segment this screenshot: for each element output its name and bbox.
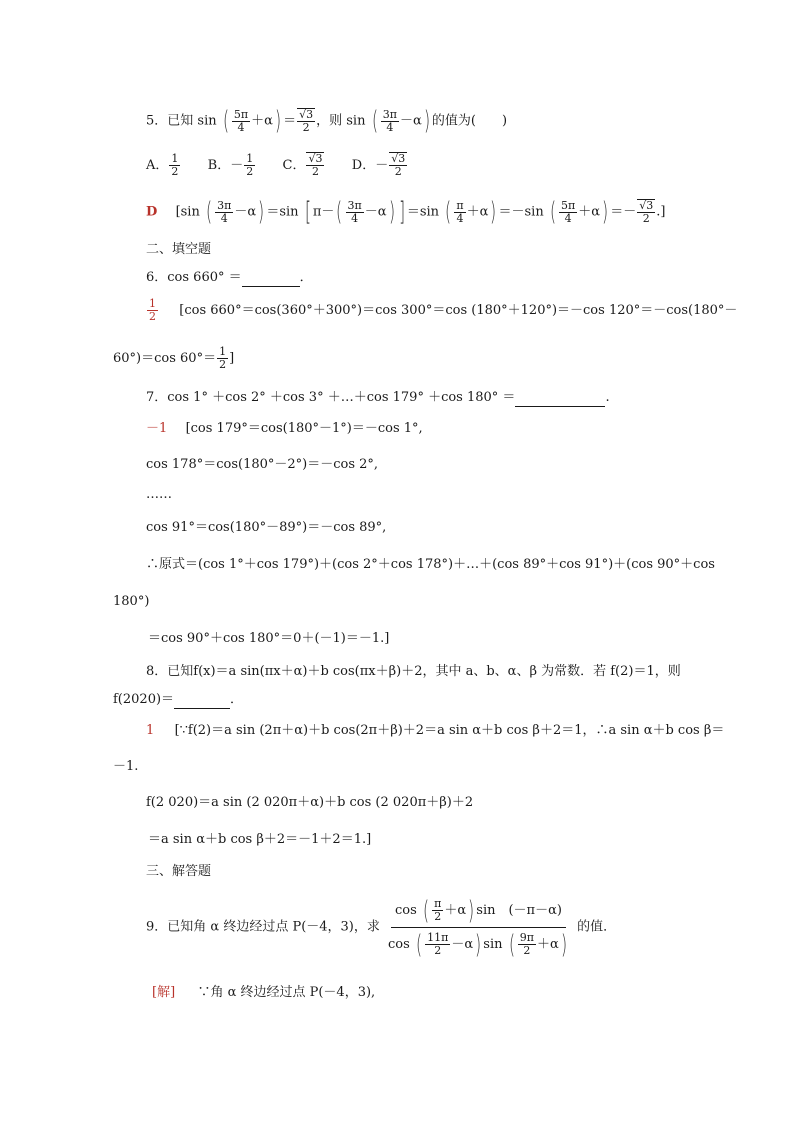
q5-suffix: 的值为( ) (431, 113, 508, 129)
q7-sol-2: cos 178°＝cos(180°－2°)＝－cos 2°, (146, 457, 379, 472)
q6-sol-line1: [cos 660°＝cos(360°＋300°)＝cos 300°＝cos (180°＋120°)＝－cos 120°＝－cos(180°－ (179, 303, 738, 318)
q8-sol-3: f(2 020)＝a sin (2 020π＋α)＋b cos (2 020π＋β)＋2 (146, 795, 474, 810)
section-heading-3: 三、解答题 (146, 864, 212, 879)
option-d: D．－ $\frac{√3}{2}$ (351, 152, 406, 178)
q7-answer: －1 (146, 421, 168, 436)
sol-part: [sin (175, 204, 200, 220)
q6-answer: $\frac{1}{2}$ (149, 297, 156, 323)
q7-sol-3: …… (146, 487, 172, 502)
q8-stem-1: 8．已知f(x)＝a sin(πx＋α)＋b cos(πx＋β)＋2，其中 a、b、α、β 为常数．若 f(2)＝1，则 (146, 664, 681, 679)
paren-left: ( (222, 106, 229, 136)
q8-sol-2: －1. (113, 759, 139, 774)
frac-5pi-4: $\frac{5\pi}{4}$ (233, 107, 249, 134)
alpha-minus: －α (399, 113, 422, 129)
q5-answer: D (146, 204, 158, 220)
frac-3pi-4: $\frac{3\pi}{4}$ (382, 107, 397, 134)
q8-sol-4: ＝a sin α＋b cos β＋2＝－1＋2＝1.] (148, 832, 372, 847)
q7-sol-5: ∴原式＝(cos 1°＋cos 179°)＋(cos 2°＋cos 178°)＋…＋(cos 89°＋cos 91°)＋(cos 90°＋cos (146, 557, 715, 572)
q7-sol-1: －1 [cos 179°＝cos(180°－1°)＝－cos 1°, (146, 421, 423, 436)
frac-sqrt3-2: $\frac{√3}{2}$ (299, 108, 314, 134)
q9-stem: 9．已知角 α 终边经过点 P(－4，3)，求 cos ( $\frac{\pi}{2}$ ＋α) sin (－π－α) cos ( $\frac{11\pi}{2}$ －α) sin ( $\frac{9\pi}{2}$ ＋α) 的值． (146, 895, 617, 960)
q9-numerator: cos ( $\frac{\pi}{2}$ ＋α) sin (－π－α) (391, 898, 566, 928)
answer-blank (242, 270, 300, 287)
answer-blank (515, 390, 605, 407)
q7-sol-6: 180°) (113, 594, 150, 609)
sol-part: ＝sin (406, 204, 440, 220)
q6-stem: 6．cos 660° ＝ ． (146, 270, 313, 285)
answer-blank (174, 692, 230, 709)
q5-then: ，则 sin (316, 113, 366, 129)
q5-stem: 5．已知 sin ( $\frac{5\pi}{4}$ ＋α) ＝ $\frac{√3}{2}$ ，则 sin ( $\frac{3\pi}{4}$ －α) 的值为( ) (146, 106, 508, 136)
q5-prefix: 5．已知 sin (146, 113, 217, 129)
q9-solution: [解] ∵角 α 终边经过点 P(－4，3), (152, 985, 376, 1000)
section-heading-2: 二、填空题 (146, 242, 212, 257)
q7-sol-4: cos 91°＝cos(180°－89°)＝－cos 89°, (146, 520, 387, 535)
alpha-plus: ＋α (251, 113, 273, 129)
q6-solution (146, 298, 737, 323)
q8-answer: 1 (146, 723, 155, 738)
q9-denominator: cos ( $\frac{11\pi}{2}$ －α) sin ( $\frac{9\pi}{2}$ ＋α) (388, 929, 567, 960)
option-a: A． $\frac{1}{2}$ (146, 151, 179, 178)
option-c: C． $\frac{√3}{2}$ (282, 152, 323, 178)
q8-sol-1: 1 [∵f(2)＝a sin (2π＋α)＋b cos(2π＋β)＋2＝a sin α＋b cos β＋2＝1，∴a sin α＋b cos β＝ (146, 723, 725, 738)
q7-sol-7: ＝cos 90°＋cos 180°＝0＋(－1)＝－1.] (148, 631, 390, 646)
q5-options (146, 152, 408, 178)
sol-part: ＝sin (266, 204, 299, 220)
solution-label: [解] (152, 985, 176, 1000)
q5-solution: D [sin ( $\frac{3\pi}{4}$ －α) ＝sin [ π－( $\frac{3\pi}{4}$ －α) ] ＝sin ( $\frac{\pi}{4}$ ＋α) ＝－sin ( $\frac{5\pi}{4}$ ＋α) ＝－ $\frac{√3}{2}$ .] (146, 197, 666, 227)
q8-stem-2: f(2020)＝ ． (113, 692, 244, 707)
q9-expression (384, 895, 573, 960)
paren-right: ) (274, 106, 282, 136)
q7-stem: 7．cos 1° ＋cos 2° ＋cos 3° ＋…＋cos 179° ＋cos 180° ＝ . (146, 390, 610, 405)
sol-part: ＝－ (610, 204, 637, 220)
paren-right: ) (423, 106, 430, 136)
q6-solution-cont: 60°)＝cos 60°＝ $\frac{1}{2}$ ] (113, 345, 235, 371)
option-b: B．－ $\frac{1}{2}$ (207, 151, 254, 178)
sol-part: ＝－sin (498, 204, 544, 220)
paren-left: ( (371, 106, 378, 136)
